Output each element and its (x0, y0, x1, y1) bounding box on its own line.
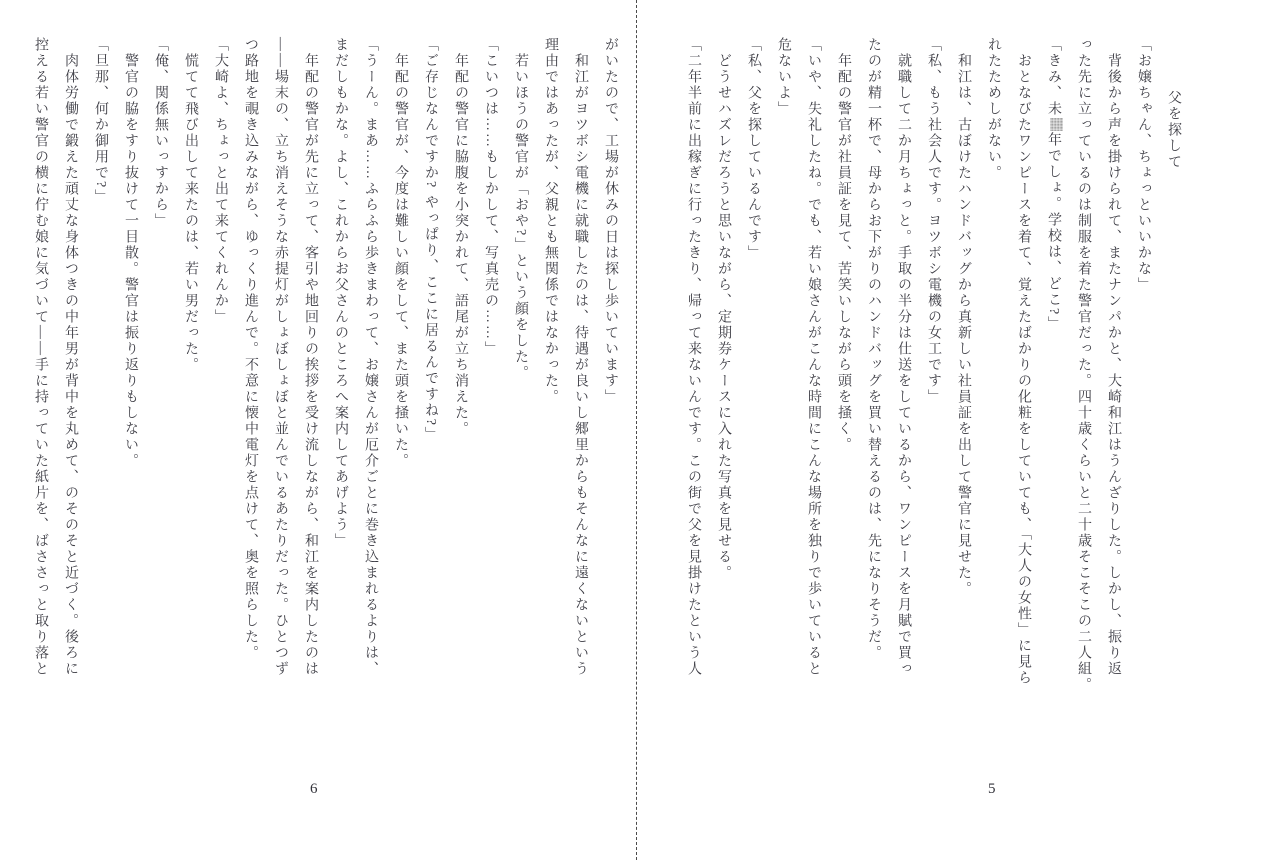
page-number-6: 6 (310, 781, 318, 797)
text-line: 「こいつは……もしかして、写真売の……」 (483, 37, 498, 357)
page-6-text (25, 37, 625, 737)
text-line: がいたので、工場が休みの日は探し歩いています」 (603, 37, 618, 405)
text-line: 若いほうの警官が「おや?」という顔をした。 (513, 53, 528, 382)
text-line: 「大崎よ、ちょっと出て来てくれんか」 (213, 37, 228, 325)
text-line: 和江は、古ぼけたハンドバッグから真新しい社員証を出して警官に見せた。 (956, 53, 971, 597)
text-line: 慌てて飛び出して来たのは、若い男だった。 (183, 53, 198, 373)
text-line: 就職して二か月ちょっと。手取の半分は仕送をしているから、ワンピースを月賦で買っ (896, 53, 911, 677)
text-line: たのが精一杯で、母からお下がりのハンドバッグを買い替えるのは、先になりそうだ。 (866, 37, 881, 661)
text-segment: 年でしょ。学校は、どこ?」 (1046, 132, 1061, 333)
text-line: れたためしがない。 (986, 37, 1001, 181)
page-5-text (678, 37, 1188, 737)
page-number-5: 5 (988, 781, 996, 797)
text-line: 「お嬢ちゃん、ちょっといいかな」 (1136, 37, 1151, 293)
text-line: 年配の警官に脇腹を小突かれて、語尾が立ち消えた。 (453, 53, 468, 437)
text-line: 理由ではあったが、父親とも無関係ではなかった。 (543, 37, 558, 405)
text-line: 「いや、失礼したね。でも、若い娘さんがこんな時間にこんな場所を独りで歩いていると (806, 37, 821, 677)
text-line: 和江がヨツボシ電機に就職したのは、待遇が良いし郷里からもそんなに遠くないという (573, 53, 588, 677)
text-segment: 「きみ、未 (1046, 37, 1061, 117)
text-line: 背後から声を掛けられて、またナンパかと、大崎和江はうんざりした。しかし、振り返 (1106, 53, 1121, 677)
text-line: 危ないよ」 (776, 37, 791, 117)
text-line: 「ご存じなんですか? やっぱり、ここに居るんですね?」 (423, 37, 438, 443)
text-line: ――場末の、立ち消えそうな赤提灯がしょぼしょぼと並んでいるあたりだった。ひとつず (273, 37, 288, 677)
text-line: 「うーん。まあ……ふらふら歩きまわって、お嬢さんが厄介ごとに巻き込まれるよりは、 (363, 37, 378, 677)
text-line: 「私、もう社会人です。ヨツボシ電機の女工です」 (926, 37, 941, 405)
page-title: 父を探して (1166, 90, 1181, 170)
page-divider-dashed-line (636, 0, 637, 860)
text-line: 控える若い警官の横に佇む娘に気づいて――手に持っていた紙片を、ばささっと取り落と (33, 37, 48, 677)
text-line: つ路地を覗き込みながら、ゆっくり進んで。不意に懐中電灯を点けて、奥を照らした。 (243, 37, 258, 661)
text-line: 年配の警官が社員証を見て、苦笑いしながら頭を掻く。 (836, 53, 851, 453)
text-line: 肉体労働で鍛えた頑丈な身体つきの中年男が背中を丸めて、のそのそと近づく。後ろに (63, 53, 78, 677)
text-line: 「私、父を探しているんです」 (746, 37, 761, 261)
text-line (1038, 37, 1068, 737)
censored-character-block (1050, 118, 1063, 131)
text-line: おとなびたワンピースを着て、覚えたばかりの化粧をしていても、「大人の女性」に見ら (1016, 53, 1031, 686)
text-line: まだしもかな。よし、これからお父さんのところへ案内してあげよう」 (333, 37, 348, 549)
text-line: った先に立っているのは制服を着た警官だった。四十歳くらいと二十歳そこそこの二人組。 (1076, 37, 1091, 693)
text-line: 年配の警官が先に立って、客引や地回りの挨拶を受け流しながら、和江を案内したのは (303, 53, 318, 677)
text-line: 「俺、関係無いっすから」 (153, 37, 168, 229)
text-line: 「旦那、何か御用で?」 (93, 37, 108, 206)
text-line: 年配の警官が、今度は難しい顔をして、また頭を掻いた。 (393, 53, 408, 469)
text-line: 警官の脇をすり抜けて一目散。警官は振り返りもしない。 (123, 53, 138, 469)
text-line: どうせハズレだろうと思いながら、定期券ケースに入れた写真を見せる。 (716, 53, 731, 581)
text-line: 「二年半前に出稼ぎに行ったきり、帰って来ないんです。この街で父を見掛けたという人 (686, 37, 701, 677)
